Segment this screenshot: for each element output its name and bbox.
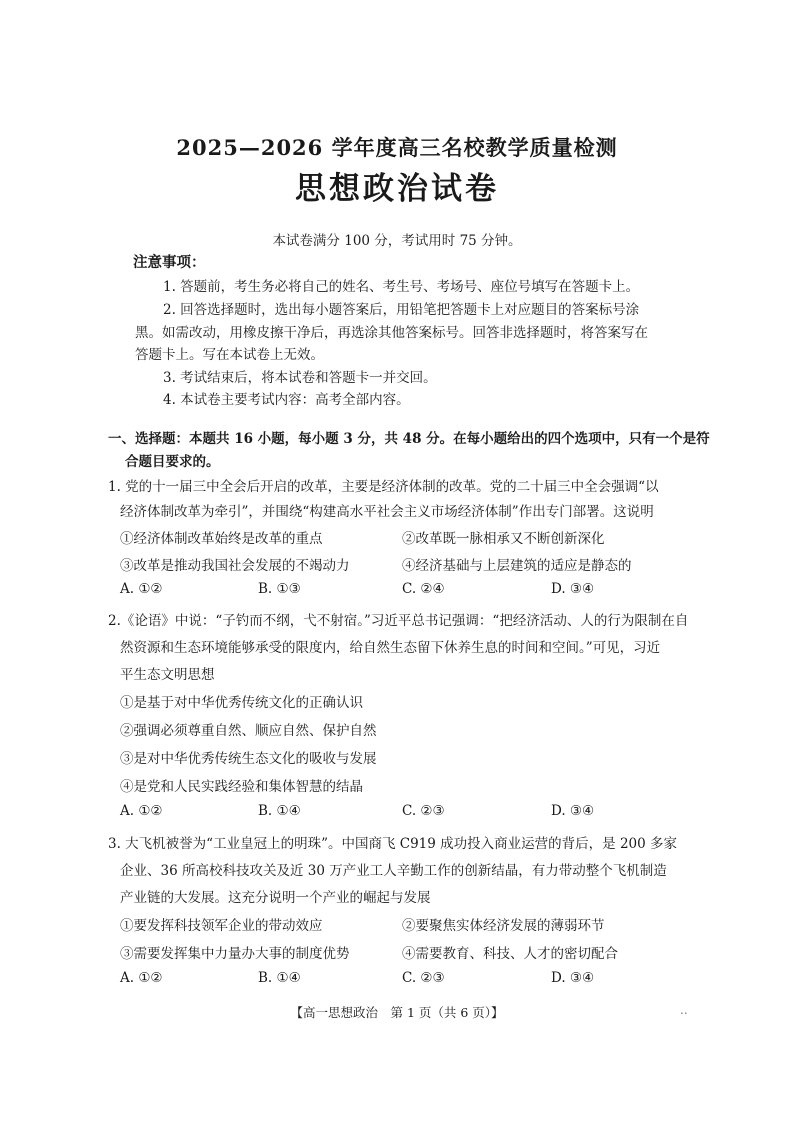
q3-statement-2: ②要聚焦实体经济发展的薄弱环节	[402, 918, 605, 934]
q3-statement-1: ①要发挥科技领军企业的带动效应	[120, 918, 323, 934]
q1-option-a: A. ①②	[120, 581, 163, 597]
notice-item-1: 1. 答题前，考生务必将自己的姓名、考生号、考场号、座位号填写在答题卡上。	[163, 279, 640, 295]
q2-stem-line3: 平生态文明思想	[120, 667, 215, 683]
notice-item-4: 4. 本试卷主要考试内容：高考全部内容。	[163, 392, 410, 408]
q3-option-a: A. ①②	[120, 970, 163, 986]
q3-stem-line3: 产业链的大发展。这充分说明一个产业的崛起与发展	[120, 890, 431, 906]
q2-option-b: B. ①④	[258, 803, 301, 819]
q2-statement-3: ③是对中华优秀传统生态文化的吸收与发展	[120, 751, 377, 767]
q3-statement-3: ③需要发挥集中力量办大事的制度优势	[120, 946, 350, 962]
q1-statement-4: ④经济基础与上层建筑的适应是静态的	[402, 558, 632, 574]
q2-option-a: A. ①②	[120, 803, 163, 819]
q1-stem-line1: 1. 党的十一届三中全会后开启的改革，主要是经济体制的改革。党的二十届三中全会强调“以	[108, 479, 659, 495]
q1-option-c: C. ②④	[402, 581, 445, 597]
q3-option-c: C. ②③	[402, 970, 445, 986]
page-footer: 【高一思想政治 第 1 页（共 6 页）】	[290, 1005, 504, 1020]
q3-option-b: B. ①④	[258, 970, 301, 986]
q3-statement-4: ④需要教育、科技、人才的密切配合	[402, 946, 618, 962]
notice-item-2-line3: 答题卡上。写在本试卷上无效。	[135, 347, 324, 363]
section-heading-line1: 一、选择题：本题共 16 小题，每小题 3 分，共 48 分。在每小题给出的四个选项中，只有一个是符	[108, 431, 710, 447]
notice-item-2-line1: 2. 回答选择题时，选出每小题答案后，用铅笔把答题卡上对应题目的答案标号涂	[163, 302, 640, 318]
q2-stem-line2: 然资源和生态环境能够承受的限度内，给自然生态留下休养生息的时间和空间。”可见，习近	[120, 640, 661, 656]
q3-stem-line2: 企业、36 所高校科技攻关及近 30 万产业工人辛勤工作的创新结晶，有力带动整个飞机制造	[120, 863, 667, 879]
footer-code: ..	[680, 1003, 688, 1017]
section-heading-line2: 合题目要求的。	[125, 454, 220, 470]
notice-heading: 注意事项：	[133, 254, 206, 271]
q2-statement-2: ②强调必须尊重自然、顺应自然、保护自然	[120, 723, 377, 739]
exam-subject-title: 思想政治试卷	[295, 171, 499, 207]
q1-statement-1: ①经济体制改革始终是改革的重点	[120, 531, 323, 547]
notice-item-2-line2: 黑。如需改动，用橡皮擦干净后，再选涂其他答案标号。回答非选择题时，将答案写在	[135, 325, 648, 341]
q1-stem-line2: 经济体制改革为牵引”，并围绕“构建高水平社会主义市场经济体制”作出专门部署。这说明	[120, 504, 654, 520]
notice-item-3: 3. 考试结束后，将本试卷和答题卡一并交回。	[163, 370, 437, 386]
q1-statement-3: ③改革是推动我国社会发展的不竭动力	[120, 558, 350, 574]
q2-option-c: C. ②③	[402, 803, 445, 819]
q1-option-b: B. ①③	[258, 581, 301, 597]
q2-statement-1: ①是基于对中华优秀传统文化的正确认识	[120, 695, 363, 711]
score-info: 本试卷满分 100 分，考试用时 75 分钟。	[272, 233, 522, 249]
exam-title-line1: 2025—2026 学年度高三名校教学质量检测	[176, 135, 618, 160]
q2-option-d: D. ③④	[551, 803, 595, 819]
q2-stem-line1: 2.《论语》中说：“子钓而不纲，弋不射宿。”习近平总书记强调：“把经济活动、人的行为限制在自	[108, 613, 689, 629]
q1-statement-2: ②改革既一脉相承又不断创新深化	[402, 531, 605, 547]
q3-stem-line1: 3. 大飞机被誉为“工业皇冠上的明珠”。中国商飞 C919 成功投入商业运营的背后，是 200 多家	[108, 836, 678, 852]
q3-option-d: D. ③④	[551, 970, 595, 986]
q1-option-d: D. ③④	[551, 581, 595, 597]
q2-statement-4: ④是党和人民实践经验和集体智慧的结晶	[120, 779, 363, 795]
